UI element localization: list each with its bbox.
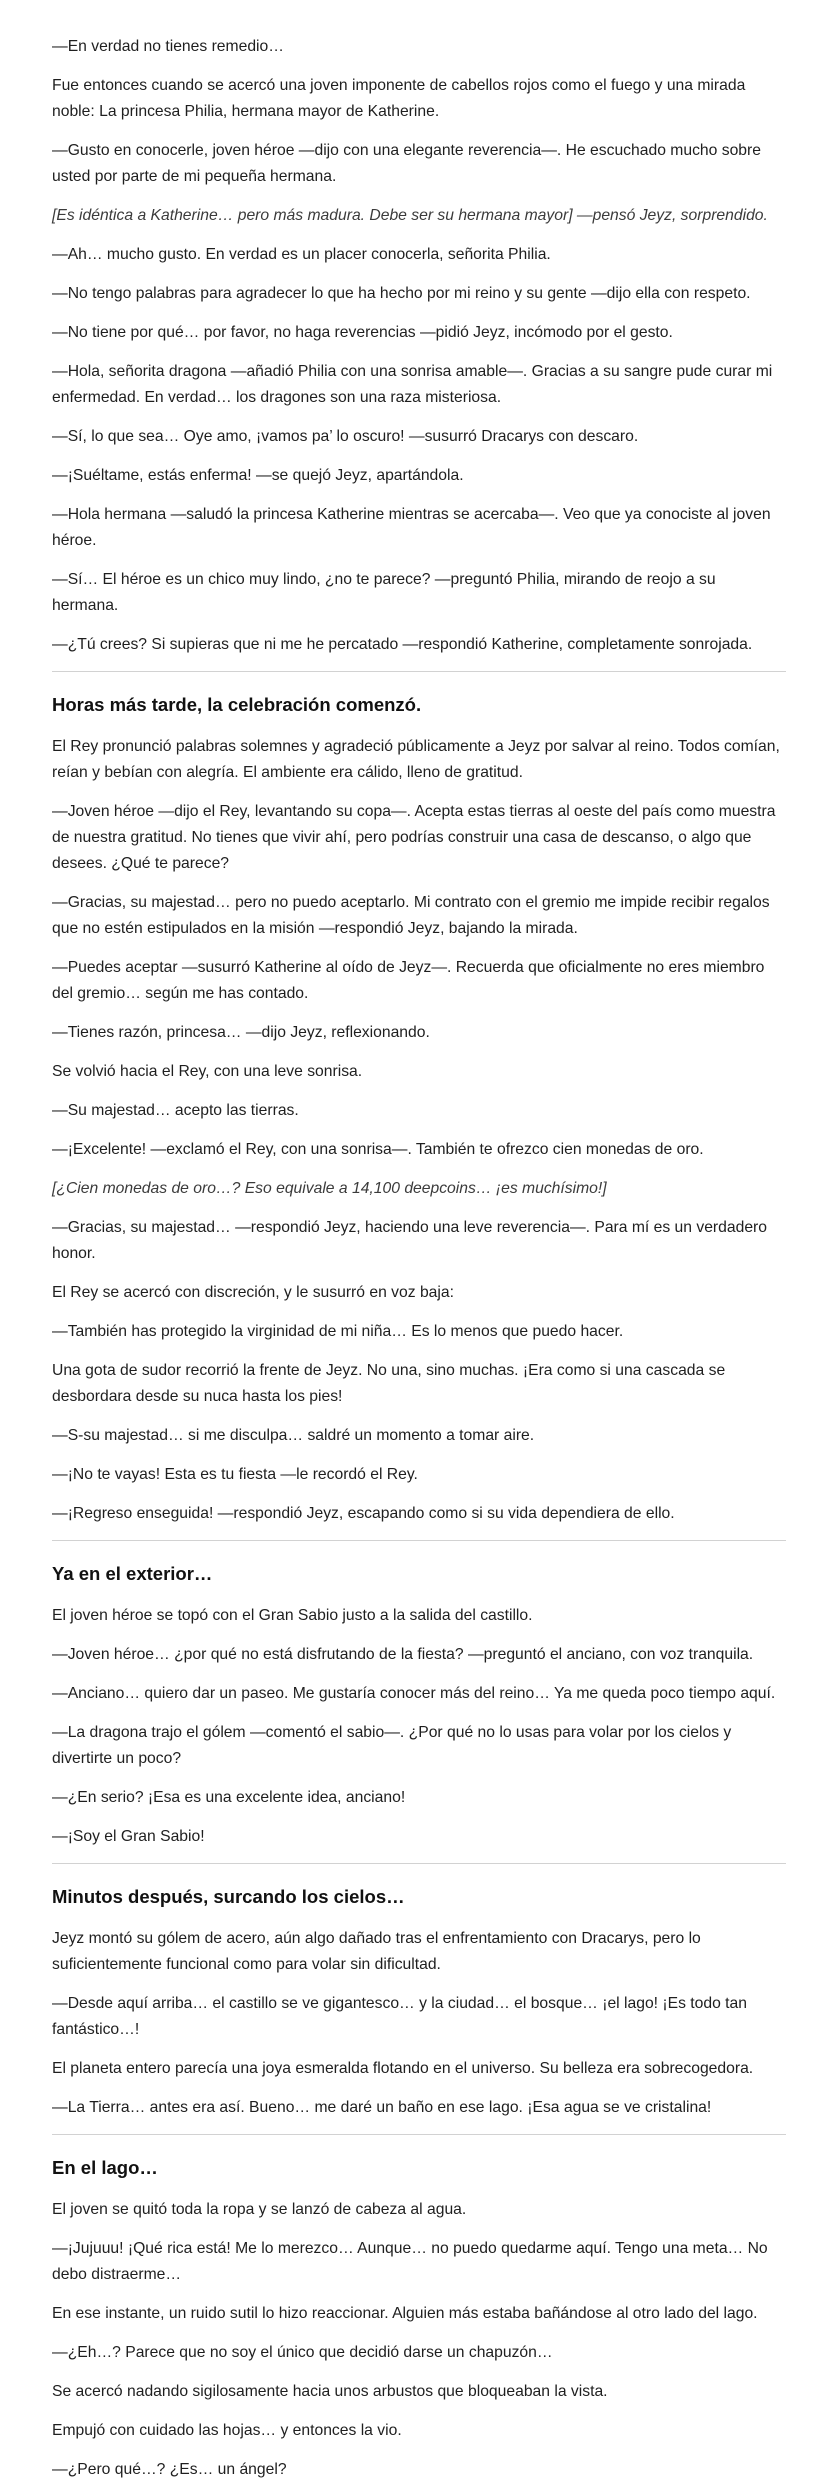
section-heading: Ya en el exterior…: [52, 1563, 213, 1584]
story-paragraph: En ese instante, un ruido sutil lo hizo reaccionar. Alguien más estaba bañándose al otro lado del lago.: [52, 2305, 758, 2322]
story-paragraph: Jeyz montó su gólem de acero, aún algo dañado tras el enfrentamiento con Dracarys, pero lo suficientemente funcional como para volar sin dificultad.: [52, 1930, 701, 1973]
story-section: [52, 692, 786, 1527]
story-paragraph: —Desde aquí arriba… el castillo se ve gigantesco… y la ciudad… el bosque… ¡el lago! ¡Es todo tan fantástico…!: [52, 1995, 747, 2038]
section-divider: [52, 671, 786, 672]
story-paragraph: —Su majestad… acepto las tierras.: [52, 1102, 299, 1119]
story-paragraph: El joven se quitó toda la ropa y se lanzó de cabeza al agua.: [52, 2201, 467, 2218]
story-paragraph: —Puedes aceptar —susurró Katherine al oído de Jeyz—. Recuerda que oficialmente no eres miembro del gremio… según me has contado.: [52, 959, 765, 1002]
story-paragraph: —Sí, lo que sea… Oye amo, ¡vamos pa’ lo oscuro! —susurró Dracarys con descaro.: [52, 428, 639, 445]
story-paragraph: El planeta entero parecía una joya esmeralda flotando en el universo. Su belleza era sobrecogedora.: [52, 2060, 754, 2077]
story-paragraph: —La dragona trajo el gólem —comentó el sabio—. ¿Por qué no lo usas para volar por los cielos y divertirte un poco?: [52, 1724, 732, 1767]
story-paragraph: —Joven héroe… ¿por qué no está disfrutando de la fiesta? —preguntó el anciano, con voz tranquila.: [52, 1646, 754, 1663]
section-divider: [52, 1540, 786, 1541]
story-paragraph: —Tienes razón, princesa… —dijo Jeyz, reflexionando.: [52, 1024, 430, 1041]
thought-paragraph: [Es idéntica a Katherine… pero más madura. Debe ser su hermana mayor] —pensó Jeyz, sorprendido.: [52, 207, 768, 224]
story-paragraph: El joven héroe se topó con el Gran Sabio justo a la salida del castillo.: [52, 1607, 533, 1624]
story-paragraph: —Gracias, su majestad… —respondió Jeyz, haciendo una leve reverencia—. Para mí es un verdadero honor.: [52, 1219, 768, 1262]
story-paragraph: —¡Regreso enseguida! —respondió Jeyz, escapando como si su vida dependiera de ello.: [52, 1505, 675, 1522]
story-paragraph: —No tengo palabras para agradecer lo que ha hecho por mi reino y su gente —dijo ella con respeto.: [52, 285, 751, 302]
story-paragraph: —Gusto en conocerle, joven héroe —dijo con una elegante reverencia—. He escuchado mucho sobre usted por parte de mi pequeña hermana.: [52, 142, 761, 185]
story-paragraph: —Sí… El héroe es un chico muy lindo, ¿no te parece? —preguntó Philia, mirando de reojo a su hermana.: [52, 571, 716, 614]
section-heading: Minutos después, surcando los cielos…: [52, 1886, 405, 1907]
story-section: [52, 1884, 786, 2121]
story-paragraph: —Gracias, su majestad… pero no puedo aceptarlo. Mi contrato con el gremio me impide recibir regalos que no estén estipulados en la misión —respondió Jeyz, bajando la mirada.: [52, 894, 770, 937]
story-paragraph: —¡Soy el Gran Sabio!: [52, 1828, 205, 1845]
story-paragraph: Fue entonces cuando se acercó una joven imponente de cabellos rojos como el fuego y una mirada noble: La princesa Philia, hermana mayor de Katherine.: [52, 77, 746, 120]
story-paragraph: —¿En serio? ¡Esa es una excelente idea, anciano!: [52, 1789, 406, 1806]
story-paragraph: —¿Pero qué…? ¿Es… un ángel?: [52, 2461, 287, 2478]
section-heading: En el lago…: [52, 2157, 158, 2178]
story-section: [52, 2155, 786, 2483]
story-paragraph: —Hola hermana —saludó la princesa Katherine mientras se acercaba—. Veo que ya conociste al joven héroe.: [52, 506, 771, 549]
story-paragraph: Se acercó nadando sigilosamente hacia unos arbustos que bloqueaban la vista.: [52, 2383, 608, 2400]
story-paragraph: —También has protegido la virginidad de mi niña… Es lo menos que puedo hacer.: [52, 1323, 624, 1340]
story-paragraph: —Ah… mucho gusto. En verdad es un placer conocerla, señorita Philia.: [52, 246, 551, 263]
story-paragraph: Se volvió hacia el Rey, con una leve sonrisa.: [52, 1063, 363, 1080]
thought-paragraph: [¿Cien monedas de oro…? Eso equivale a 14,100 deepcoins… ¡es muchísimo!]: [52, 1180, 607, 1197]
story-paragraph: Empujó con cuidado las hojas… y entonces la vio.: [52, 2422, 402, 2439]
section-divider: [52, 2134, 786, 2135]
intro-section: [52, 34, 786, 658]
story-paragraph: —S-su majestad… si me disculpa… saldré un momento a tomar aire.: [52, 1427, 535, 1444]
story-paragraph: —En verdad no tienes remedio…: [52, 38, 284, 55]
story-paragraph: —¿Eh…? Parece que no soy el único que decidió darse un chapuzón…: [52, 2344, 553, 2361]
story-paragraph: —Joven héroe —dijo el Rey, levantando su copa—. Acepta estas tierras al oeste del país como muestra de nuestra gratitud. No tienes que vivir ahí, pero podrías construir una casa de descanso, o algo que desees. ¿Qué te parece?: [52, 803, 776, 872]
story-paragraph: —¡No te vayas! Esta es tu fiesta —le recordó el Rey.: [52, 1466, 418, 1483]
story-paragraph: —¡Suéltame, estás enferma! —se quejó Jeyz, apartándola.: [52, 467, 464, 484]
story-paragraph: —Hola, señorita dragona —añadió Philia con una sonrisa amable—. Gracias a su sangre pude curar mi enfermedad. En verdad… los dragones son una raza misteriosa.: [52, 363, 773, 406]
story-paragraph: El Rey se acercó con discreción, y le susurró en voz baja:: [52, 1284, 454, 1301]
story-sections: [52, 671, 786, 2483]
story-paragraph: —La Tierra… antes era así. Bueno… me daré un baño en ese lago. ¡Esa agua se ve cristalina!: [52, 2099, 712, 2116]
story-paragraph: —¡Jujuuu! ¡Qué rica está! Me lo merezco… Aunque… no puedo quedarme aquí. Tengo una meta… No debo distraerme…: [52, 2240, 768, 2283]
story-section: [52, 1561, 786, 1850]
section-heading: Horas más tarde, la celebración comenzó.: [52, 694, 422, 715]
story-paragraph: —¡Excelente! —exclamó el Rey, con una sonrisa—. También te ofrezco cien monedas de oro.: [52, 1141, 704, 1158]
story-paragraph: Una gota de sudor recorrió la frente de Jeyz. No una, sino muchas. ¡Era como si una cascada se desbordara desde su nuca hasta los pies!: [52, 1362, 726, 1405]
story-paragraph: El Rey pronunció palabras solemnes y agradeció públicamente a Jeyz por salvar al reino. Todos comían, reían y bebían con alegría. El ambiente era cálido, lleno de gratitud.: [52, 738, 780, 781]
story-paragraph: —Anciano… quiero dar un paseo. Me gustaría conocer más del reino… Ya me queda poco tiempo aquí.: [52, 1685, 776, 1702]
section-divider: [52, 1863, 786, 1864]
story-paragraph: —No tiene por qué… por favor, no haga reverencias —pidió Jeyz, incómodo por el gesto.: [52, 324, 673, 341]
story-paragraph: —¿Tú crees? Si supieras que ni me he percatado —respondió Katherine, completamente sonrojada.: [52, 636, 753, 653]
